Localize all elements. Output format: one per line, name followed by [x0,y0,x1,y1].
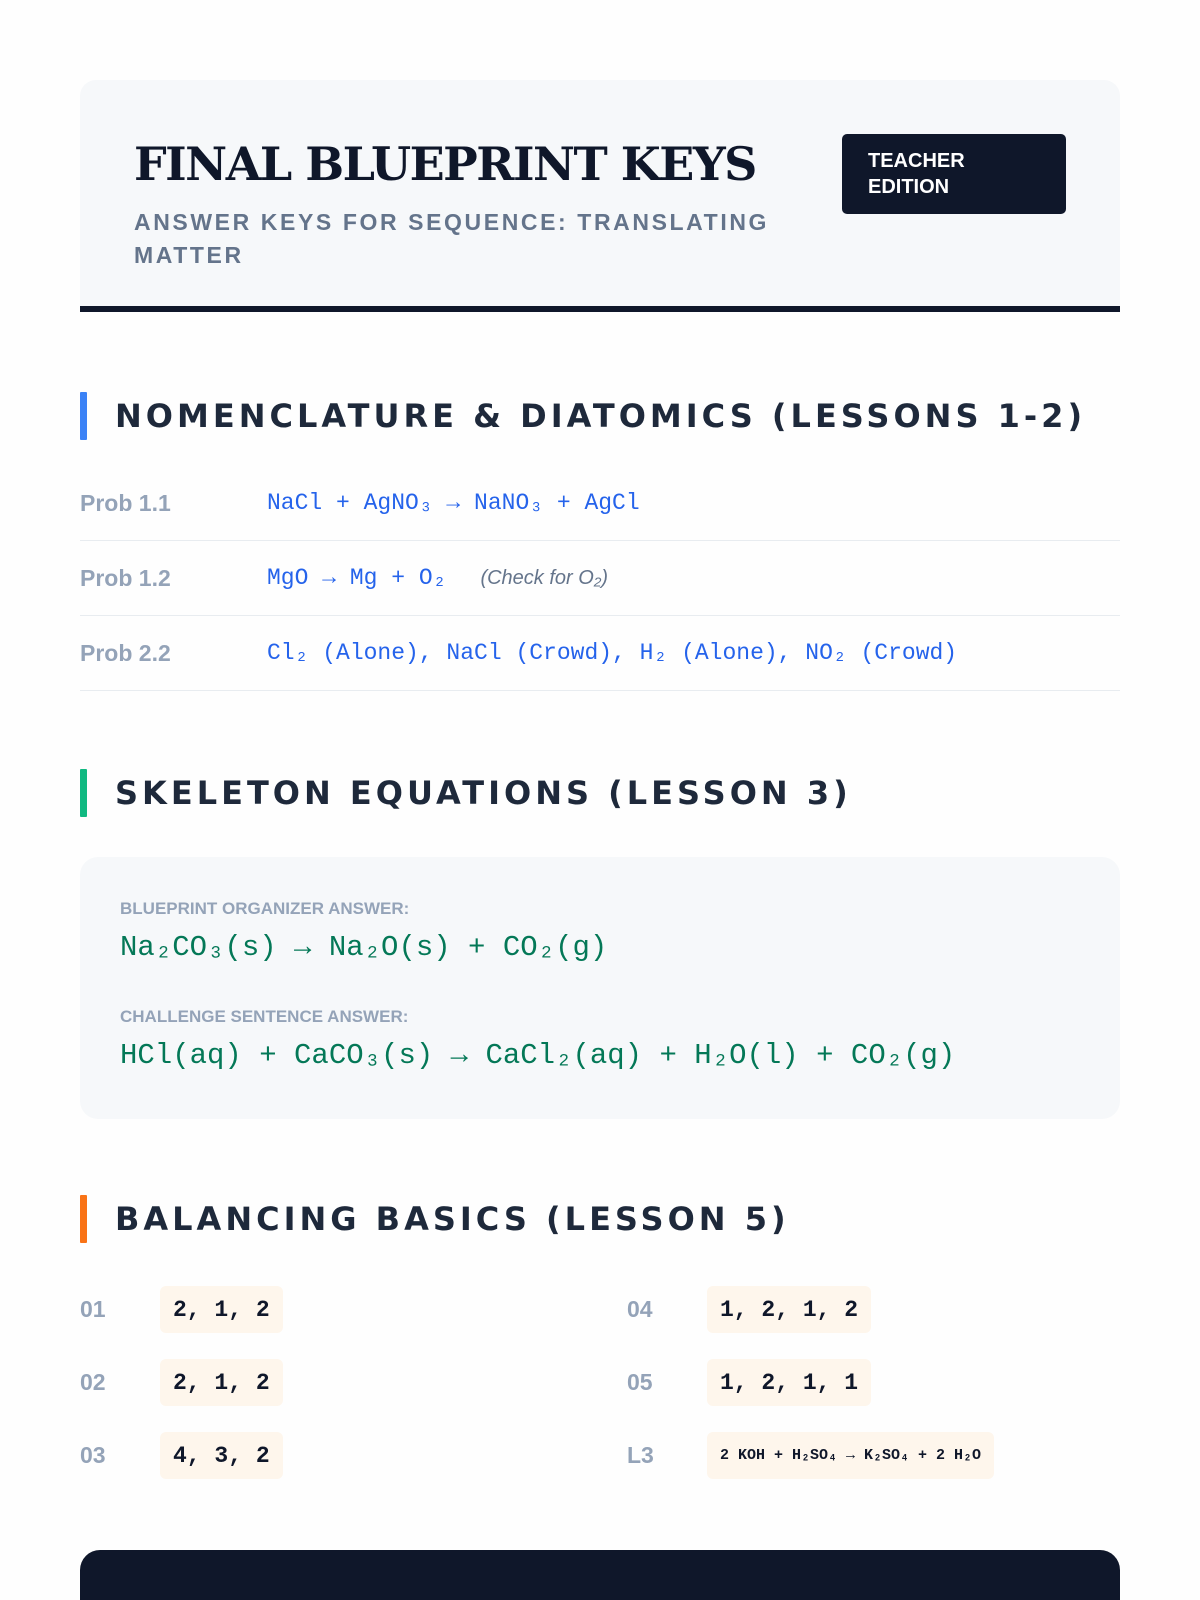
problem-label: Prob 1.2 [80,564,171,591]
page-header [80,80,1120,312]
section-title-text: SKELETON EQUATIONS (LESSON 3) [115,774,852,812]
balancing-item [627,1356,1127,1409]
section-heading-balancing [80,1195,1120,1243]
balancing-coefficients: 2, 1, 2 [160,1286,283,1333]
balancing-item [80,1429,627,1482]
section-accent-bar [80,769,87,817]
balancing-item-number: 02 [80,1369,106,1395]
organizer-answer-equation: Na₂CO₃(s) → Na₂O(s) + CO₂(g) [120,931,608,964]
balancing-item [80,1283,627,1336]
balancing-item [627,1283,1127,1336]
problem-row [80,466,1120,541]
section-accent-bar [80,392,87,440]
section-accent-bar [80,1195,87,1243]
problem-label: Prob 2.2 [80,639,171,666]
organizer-answer-label: BLUEPRINT ORGANIZER ANSWER: [120,899,410,918]
section-title-text: BALANCING BASICS (LESSON 5) [115,1200,790,1238]
problem-list [80,466,1120,691]
challenge-answer-equation: HCl(aq) + CaCO₃(s) → CaCl₂(aq) + H₂O(l) + CO₂(g) [120,1039,956,1072]
problem-note: (Check for O₂) [480,566,609,589]
balancing-answer-grid [80,1283,1120,1482]
section-title-text: NOMENCLATURE & DIATOMICS (LESSONS 1-2) [115,397,1087,435]
challenge-answer-label: CHALLENGE SENTENCE ANSWER: [120,1007,409,1026]
problem-label: Prob 1.1 [80,489,171,516]
balancing-item [80,1356,627,1409]
problem-answer: Cl₂ (Alone), NaCl (Crowd), H₂ (Alone), NO₂ (Crowd) [267,640,958,666]
footer-panel [80,1550,1120,1600]
skeleton-answer-card [80,857,1120,1119]
section-heading-skeleton [80,769,1120,817]
teacher-edition-badge: TEACHER EDITION [842,134,1066,214]
section-heading-nomenclature [80,392,1120,440]
balancing-equation: 2 KOH + H₂SO₄ → K₂SO₄ + 2 H₂O [707,1432,994,1479]
balancing-coefficients: 1, 2, 1, 1 [707,1359,871,1406]
balancing-item-number: 04 [627,1296,653,1322]
balancing-coefficients: 4, 3, 2 [160,1432,283,1479]
balancing-coefficients: 1, 2, 1, 2 [707,1286,871,1333]
page-title: FINAL BLUEPRINT KEYS [134,137,756,191]
page-subtitle: ANSWER KEYS FOR SEQUENCE: TRANSLATING MATTER [134,209,770,268]
balancing-item [627,1429,1127,1482]
problem-row [80,616,1120,691]
problem-row [80,541,1120,616]
problem-answer: MgO → Mg + O₂ [267,565,447,591]
balancing-item-number: L3 [627,1442,654,1468]
balancing-coefficients: 2, 1, 2 [160,1359,283,1406]
balancing-item-number: 03 [80,1442,106,1468]
balancing-item-number: 01 [80,1296,106,1322]
problem-answer: NaCl + AgNO₃ → NaNO₃ + AgCl [267,490,640,516]
balancing-item-number: 05 [627,1369,653,1395]
